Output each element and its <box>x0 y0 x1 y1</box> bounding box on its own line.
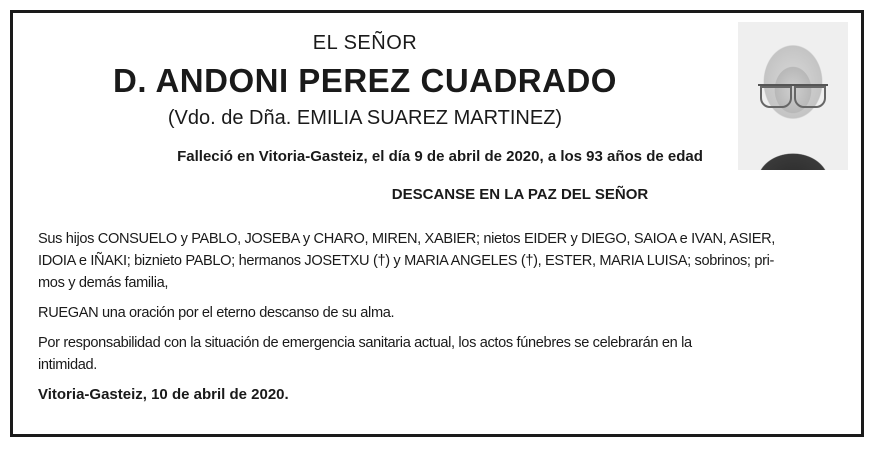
family-line: IDOIA e IÑAKI; biznieto PABLO; hermanos JOSETXU (†) y MARIA ANGELES (†), ESTER, MARIA LUISA; sobrinos; pri- <box>38 253 775 269</box>
notice-paragraph <box>38 332 692 376</box>
rest-in-peace: DESCANSE EN LA PAZ DEL SEÑOR <box>391 186 649 203</box>
prayer-request: RUEGAN una oración por el eterno descanso de su alma. <box>38 305 395 321</box>
notice-line: Por responsabilidad con la situación de emergencia sanitaria actual, los actos fúnebres se celebrarán en la <box>38 335 692 351</box>
family-line: Sus hijos CONSUELO y PABLO, JOSEBA y CHARO, MIREN, XABIER; nietos EIDER y DIEGO, SAIOA e IVAN, ASIER, <box>38 231 775 247</box>
notice-line: intimidad. <box>38 357 97 373</box>
widower-of: (Vdo. de Dña. EMILIA SUAREZ MARTINEZ) <box>167 107 563 129</box>
deceased-name: D. ANDONI PEREZ CUADRADO <box>113 62 617 99</box>
place-date-signoff: Vitoria-Gasteiz, 10 de abril de 2020. <box>38 386 289 403</box>
title-prefix: EL SEÑOR <box>312 32 418 54</box>
death-info: Falleció en Vitoria-Gasteiz, el día 9 de abril de 2020, a los 93 años de edad <box>177 148 703 165</box>
family-line: mos y demás familia, <box>38 275 169 291</box>
glasses-shape <box>758 84 828 104</box>
portrait-photo <box>738 22 848 170</box>
family-paragraph <box>38 228 775 294</box>
